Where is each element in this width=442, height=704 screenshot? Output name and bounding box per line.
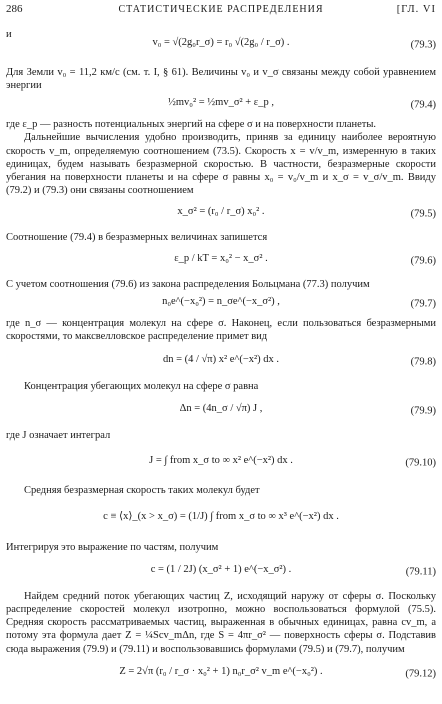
equation-79-8 <box>6 348 436 376</box>
equation-number: (79.3) <box>410 39 436 51</box>
equation-number: (79.4) <box>410 99 436 111</box>
paragraph: Дальнейшие вычисления удобно производить, приняв за единицу наиболее вероятную скорость v_m, определяемую соотношением (73.5). Скорость x = v/v_m, измеренную в таких единицах, будем называть безразмерной скоростью. В частности, безразмерные скорости убегания на поверхности планеты и на сфере σ равны x₀ = v₀/v_m и x_σ = v_σ/v_m. Ввиду (79.2) и (79.3) они связаны соотношением <box>6 132 436 196</box>
paragraph: С учетом соотношения (79.6) из закона распределения Больцмана (77.3) получим <box>6 279 370 291</box>
equation-79-5 <box>6 201 436 227</box>
paragraph: Концентрация убегающих молекул на сфере σ равна <box>24 380 259 392</box>
equation-text: v₀ = √(2g₀r_σ) = r₀ √(2g₀ / r_σ) . <box>152 37 290 48</box>
equation-text: ε_p / kT = x₀² − x_σ² . <box>174 253 268 265</box>
chapter-label: [ГЛ. VI <box>396 4 436 15</box>
equation-text: dn = (4 / √π) x² e^(−x²) dx . <box>162 353 280 365</box>
equation-79-4 <box>6 96 436 114</box>
page-number: 286 <box>6 3 23 15</box>
equation-number: (79.8) <box>410 355 436 367</box>
paragraph: Средняя безразмерная скорость таких молекул будет <box>24 484 260 496</box>
equation-79-6 <box>6 248 436 274</box>
paragraph: где n_σ — концентрация молекул на сфере σ. Наконец, если пользоваться безразмерными скоростями, то максвелловское распределение примет вид <box>6 318 436 343</box>
equation-79-11 <box>6 558 436 586</box>
equation-text: c = (1 / 2J) (x_σ² + 1) e^(−x_σ²) . <box>150 564 292 575</box>
paragraph: Интегрируя это выражение по частям, получим <box>6 541 219 553</box>
equation-79-9 <box>6 397 436 425</box>
running-head: СТАТИСТИЧЕСКИЕ РАСПРЕДЕЛЕНИЯ <box>118 4 324 15</box>
paragraph: Найдем средний поток убегающих частиц Z, исходящий наружу от сферы σ. Поскольку распределение скоростей молекул изотропно, можно воспользоваться формулой (75.5). Средняя скорость рассматриваемых частиц, выраженная в обычных единицах, равна cv_m, а потому эта формула дает Z = ¼Scv_mΔn, где S = 4πr_σ² — поверхность сферы σ. Подставив сюда выражения (79.9) и (79.11) и воспользовавшись формулами (79.5) и (79.7), получим <box>6 591 436 655</box>
paragraph: Соотношение (79.4) в безразмерных величинах запишется <box>6 232 268 243</box>
equation-text: c ≡ ⟨x⟩_(x > x_σ) = (1/J) ∫ from x_σ to ∞ x³ e^(−x²) dx . <box>103 510 339 522</box>
equation-text: ½mv₀² = ½mv_σ² + ε_p , <box>168 97 274 109</box>
paragraph: Для Земли v₀ = 11,2 км/с (см. т. I, § 61). Величины v₀ и v_σ связаны между собой уравнением энергии <box>6 67 436 92</box>
equation-number: (79.7) <box>410 298 436 310</box>
equation-text: Δn = (4n_σ / √π) J , <box>179 402 263 414</box>
equation-number: (79.10) <box>405 457 436 469</box>
lead-word: и <box>6 29 12 40</box>
paragraph: где ε_p — разность потенциальных энергий на сфере σ и на поверхности планеты. <box>6 119 377 131</box>
equation-79-3 <box>6 28 436 62</box>
equation-text: Z = 2√π (r₀ / r_σ · x₀² + 1) n₀r_σ² v_m e^(−x₀²) . <box>119 665 323 677</box>
equation-average-speed <box>6 501 436 537</box>
equation-number: (79.5) <box>410 208 436 220</box>
equation-number: (79.6) <box>410 255 436 267</box>
page-body <box>6 24 436 692</box>
equation-79-7 <box>6 295 436 313</box>
equation-text: x_σ² = (r₀ / r_σ) x₀² . <box>177 206 265 217</box>
equation-number: (79.12) <box>405 668 436 680</box>
paragraph: где J означает интеграл <box>6 429 111 441</box>
equation-text: n₀e^(−x₀²) = n_σe^(−x_σ²) , <box>162 296 280 308</box>
equation-number: (79.9) <box>410 405 436 417</box>
equation-79-12 <box>6 660 436 688</box>
page-header <box>6 3 436 19</box>
equation-number: (79.11) <box>405 566 436 578</box>
equation-79-10 <box>6 446 436 480</box>
equation-text: J = ∫ from x_σ to ∞ x² e^(−x²) dx . <box>149 454 293 466</box>
